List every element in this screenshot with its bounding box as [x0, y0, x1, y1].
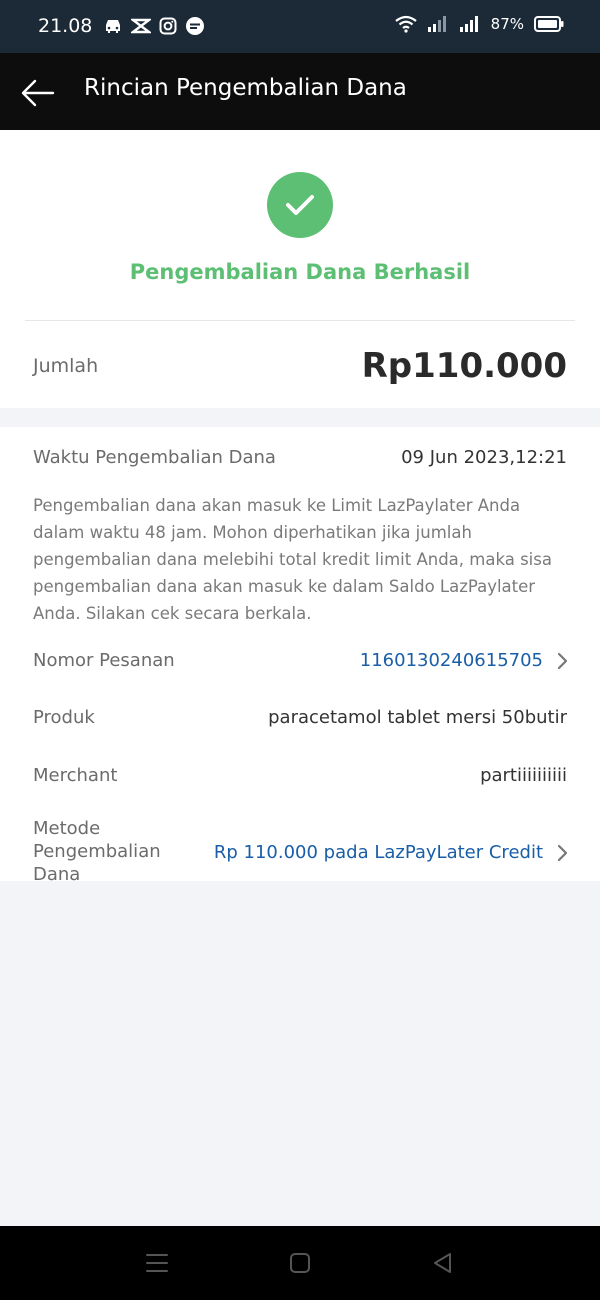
refund-status-text: Pengembalian Dana Berhasil [129, 260, 471, 284]
order-number-label: Nomor Pesanan [33, 650, 175, 671]
amount-value: Rp110.000 [361, 346, 567, 386]
nav-back-button[interactable] [428, 1250, 458, 1276]
refund-time-label: Waktu Pengembalian Dana [33, 447, 276, 468]
refund-method-link[interactable]: Rp 110.000 pada LazPayLater Credit [213, 842, 543, 863]
system-nav-bar [0, 1226, 600, 1300]
back-icon [432, 1252, 454, 1274]
recent-apps-button[interactable] [142, 1250, 172, 1276]
battery-icon [534, 15, 564, 33]
home-button[interactable] [285, 1250, 315, 1276]
arrow-left-icon [21, 79, 55, 107]
refund-summary-card [0, 130, 600, 408]
check-icon [283, 191, 317, 219]
order-number-link[interactable]: 1160130240615705 [359, 650, 543, 671]
chevron-right-icon[interactable] [556, 651, 570, 671]
notification-icons [103, 16, 205, 36]
page-title: Rincian Pengembalian Dana [84, 75, 407, 101]
status-bar [0, 0, 600, 53]
message-icon [185, 16, 205, 36]
amount-label: Jumlah [33, 355, 99, 377]
divider [25, 320, 575, 321]
home-icon [289, 1252, 311, 1274]
back-button[interactable] [18, 73, 58, 113]
refund-time-value: 09 Jun 2023,12:21 [401, 447, 567, 468]
system-icons [395, 15, 564, 33]
wifi-icon [395, 15, 417, 33]
product-value: paracetamol tablet mersi 50butir [268, 707, 567, 728]
product-label: Produk [33, 707, 95, 728]
success-badge [267, 172, 333, 238]
chevron-right-icon[interactable] [556, 843, 570, 863]
merchant-label: Merchant [33, 765, 118, 786]
status-time: 21.08 [38, 15, 93, 37]
capcut-icon [131, 17, 151, 35]
refund-note: Pengembalian dana akan masuk ke Limit LazPaylater Anda dalam waktu 48 jam. Mohon diperhatikan jika jumlah pengembalian dana melebihi total kredit limit Anda, maka sisa pengembalian dana akan masuk ke dalam Saldo LazPaylater Anda. Silakan cek secara berkala. [33, 496, 552, 623]
signal-icon [427, 15, 449, 33]
battery-percent: 87% [490, 15, 524, 33]
menu-icon [145, 1252, 169, 1274]
merchant-value: partiiiiiiiiii [480, 765, 567, 786]
instagram-icon [159, 17, 177, 35]
refund-method-label: Metode Pengembalian Dana [33, 818, 161, 885]
signal-icon [459, 15, 481, 33]
car-icon [103, 17, 123, 35]
refund-details-card [0, 427, 600, 885]
app-bar [0, 53, 600, 130]
